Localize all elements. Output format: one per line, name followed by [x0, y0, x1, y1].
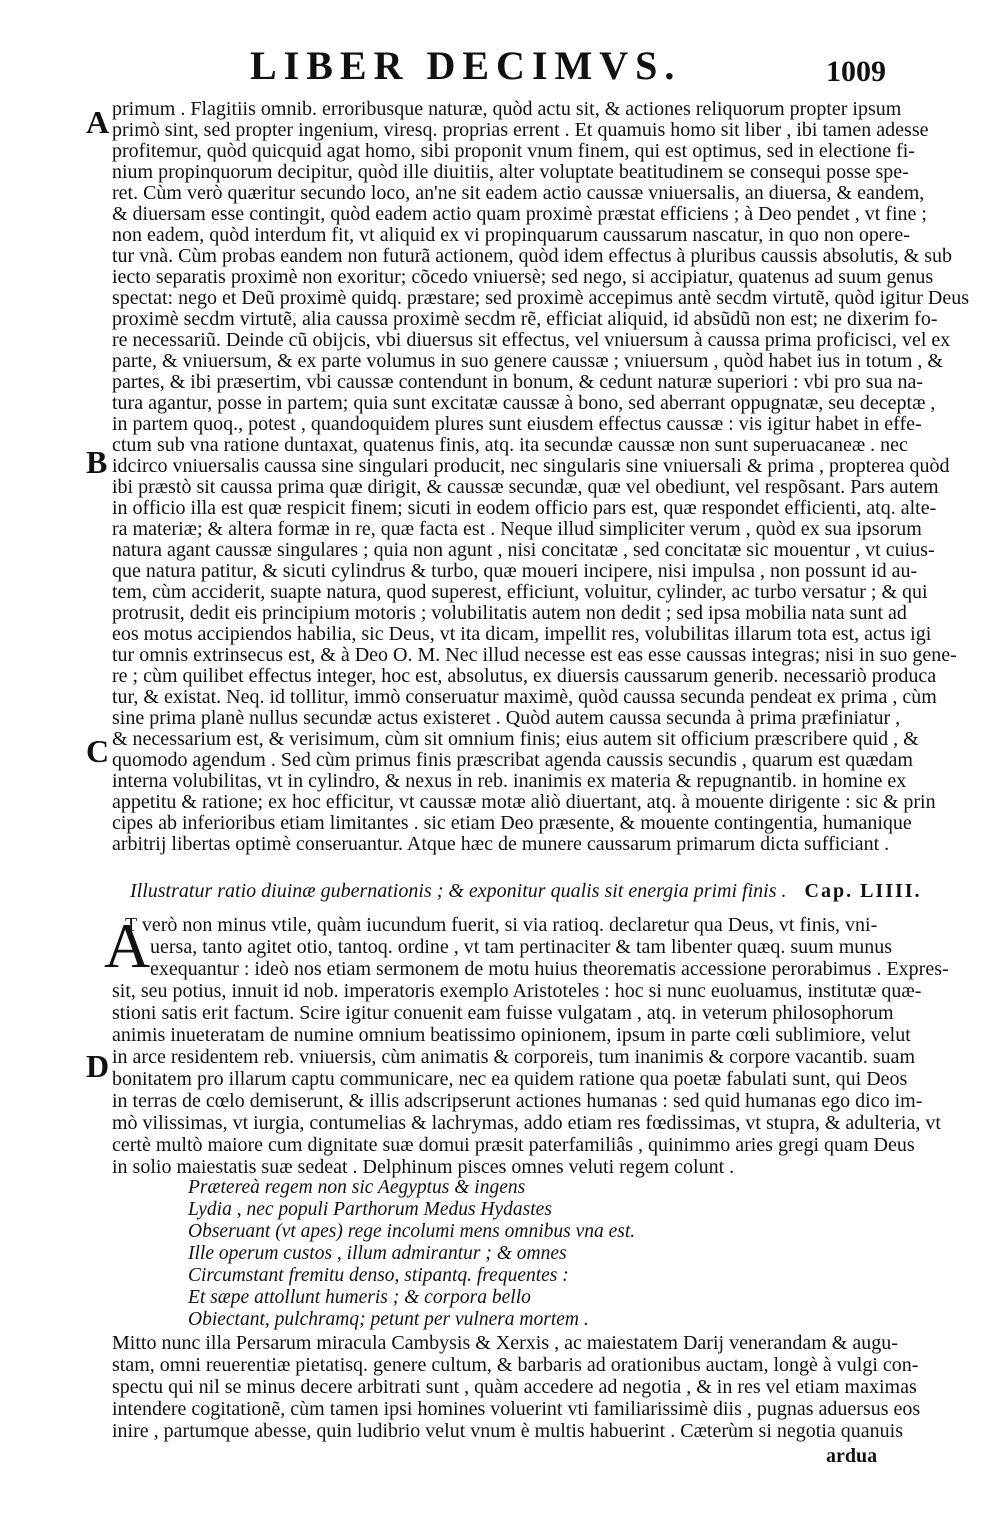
- text-line: eos motus accipiendos habilia, sic Deus, vt ita dicam, impellit res, volubilitas illarum tota est, actus igi: [112, 623, 932, 645]
- text-line: iecto separatis proximè non exoritur; cõcedo vniuersè; sed nego, si accipiatur, quatenus ad suum genus: [112, 266, 934, 288]
- text-line: certè multò maiore cum dignitate suæ domui præsit paterfamiliâs , quinimmo aries gregi quam Deus: [112, 1134, 915, 1156]
- verse-line: Lydia , nec populi Parthorum Medus Hydastes: [188, 1199, 552, 1220]
- text-line: & diuersam esse contingit, quòd eadem actio quam proximè præstat efficiens ; à Deo pendet , vt fine ;: [112, 203, 927, 225]
- text-line: in officio illa est quæ respicit finem; sicuti in eodem officio pars est, quæ respondet efficienti, atq. alte-: [112, 497, 937, 519]
- text-line: sine prima planè nullus secundæ actus existeret . Quòd autem caussa secunda à prima præfiniatur ,: [112, 707, 901, 729]
- text-line: tur omnis extrinsecus est, & à Deo O. M. Nec illud necesse est eas esse caussas integras; nisi in suo gene-: [112, 644, 957, 666]
- margin-letter-d: D: [86, 1048, 110, 1084]
- text-line: re ; cùm quilibet effectus integer, hoc est, absolutus, ex diuersis caussarum generib. necessariò produca: [112, 665, 937, 687]
- text-line: partes, & ibi præsertim, vbi caussæ contendunt in bonum, & cedunt naturæ superiori : vbi pro sua na-: [112, 371, 923, 393]
- text-line: parte, & vniuersum, & ex parte volumus in suo genere caussæ ; vniuersum , quòd habet ius in totum , &: [112, 350, 943, 372]
- verse-line: Circumstant fremitu denso, stipantq. frequentes :: [188, 1265, 569, 1286]
- chapter-heading-text: Illustratur ratio diuinæ gubernationis ; & exponitur qualis sit energia primi finis .: [130, 880, 787, 902]
- text-line: tem, cùm acciderit, suapte natura, quod superest, efficiunt, voluitur, cylinder, ac turbo versatur ; & qui: [112, 581, 928, 603]
- text-line: primò sint, sed propter ingenium, viresq. proprias errent . Et quamuis homo sit liber , ibi tamen adesse: [112, 119, 929, 141]
- text-line: quomodo agendum . Sed cùm primus finis præscribat agenda caussis secundis , quarum est quædam: [112, 749, 913, 771]
- text-line: stam, omni reuerentiæ pietatisq. genere cultum, & barbaris ad orationibus auctam, longè à vulgi con-: [112, 1354, 919, 1376]
- text-line: in solio maiestatis suæ sedeat . Delphinum pisces omnes veluti regem colunt .: [112, 1156, 735, 1178]
- text-line: in terras de cœlo demiserunt, & illis adscripserunt actiones humanas : sed quid humanas ego dico im-: [112, 1090, 923, 1112]
- text-line: ret. Cùm verò quæritur secundo loco, an'ne sit eadem actio caussæ vniuersalis, an diuersa, & eandem,: [112, 182, 925, 204]
- text-line: protrusit, dedit eis principium motoris ; volubilitatis autem non dedit ; sed ipsa mobilia nata sunt ad: [112, 602, 907, 624]
- text-line: stioni satis erit factum. Scire igitur conuenit eam fuisse vulgatam , atq. in veterum philosophorum: [112, 1002, 894, 1024]
- text-line: interna volubilitas, vt in cylindro, & nexus in reb. inanimis ex materia & repugnantib. in homine ex: [112, 770, 907, 792]
- chapter-number: Cap. LIIII.: [804, 880, 922, 902]
- text-line: Mitto nunc illa Persarum miracula Cambysis & Xerxis , ac maiestatem Darij venerandam & augu-: [112, 1332, 898, 1354]
- margin-letter-c: C: [86, 733, 110, 769]
- text-line: que natura patitur, & sicuti cylindrus & turbo, quæ moueri incipere, nisi impulsa , non possunt id au-: [112, 560, 918, 582]
- text-line: tur vnà. Cùm probas eandem non futurã actionem, quòd idem effectus à pluribus caussis absolutis, & sub: [112, 245, 953, 267]
- text-line: ra materiæ; & altera formæ in re, quæ facta est . Neque illud simpliciter verum , quòd ex sua ipsorum: [112, 518, 922, 540]
- text-line: animis inueteratam de numine omnium beatissimo opinionem, ipsum in parte cœli sublimiore, velut: [112, 1024, 911, 1046]
- verse-line: Obiectant, pulchramq; petunt per vulnera mortem .: [188, 1309, 589, 1330]
- text-line: proximè secdm virtutẽ, alia caussa proximè secdm rẽ, efficiat aliquid, id absũdũ non est; ne dixerim fo-: [112, 308, 938, 330]
- text-line: in partem quoq., potest , quandoquidem plures sunt eiusdem effectus caussæ : vis igitur habet in effe-: [112, 413, 922, 435]
- verse-line: Prætereà regem non sic Aegyptus & ingens: [188, 1177, 526, 1198]
- text-line: arbitrij libertas optimè conseruantur. Atque hæc de munere caussarum primarum dicta sufficiant .: [112, 833, 890, 855]
- text-line: bonitatem pro illarum captu communicare, nec ea quidem ratione qua poetæ fabulati sunt, qui Deos: [112, 1068, 908, 1090]
- margin-letter-b: B: [86, 444, 108, 480]
- text-line: tura agantur, posse in partem; quia sunt excitatæ caussæ à bono, sed aberrant oppugnatæ, seu deceptæ ,: [112, 392, 936, 414]
- text-line: non eadem, quòd interdum fit, vt aliquid ex vi propinquarum caussarum nascatur, in quo non opere-: [112, 224, 910, 246]
- text-line: idcirco vniuersalis caussa sine singulari producit, nec singularis sine vniuersali & prima , propterea quòd: [112, 455, 950, 477]
- text-line: natura agant caussæ singulares ; quia non agunt , nisi concitatæ , sed concitatæ sic mouentur , vt cuius-: [112, 539, 935, 561]
- chapter-heading: [130, 879, 922, 903]
- verse-line: Et sæpe attollunt humeris ; & corpora bello: [188, 1287, 531, 1308]
- verse-line: Ille operum custos , illum admirantur ; & omnes: [188, 1243, 567, 1264]
- verse-line: Obseruant (vt apes) rege incolumi mens omnibus vna est.: [188, 1221, 636, 1242]
- text-line: mò vilissimas, vt iurgia, contumelias & lachrymas, addo etiam res fœdissimas, vt stupra, & adulteria, vt: [112, 1112, 941, 1134]
- text-line: spectat: nego et Deũ proximè quidq. præstare; sed proximè accepimus antè secdm virtutẽ, quòd igitur Deus: [112, 287, 969, 309]
- text-line: intendere cogitationẽ, cùm tamen ipsi homines voluerint vti familiarissimè diis , pugnas aduersus eos: [112, 1398, 921, 1420]
- text-line: primum . Flagitiis omnib. erroribusque naturæ, quòd actu sit, & actiones reliquorum propter ipsum: [112, 98, 902, 120]
- text-line: profitemur, quòd quicquid agat homo, sibi proponit vnum finem, qui est optimus, sed in electione fi-: [112, 140, 915, 162]
- text-line: cipes ab inferioribus etiam limitantes . sic etiam Deo præsente, & mouente contingentia, humanique: [112, 812, 912, 834]
- text-line: nium propinquorum decipitur, quòd ille diuitiis, alter voluptate beatitudinem se consequi posse spe-: [112, 161, 909, 183]
- text-line: T verò non minus vtile, quàm iucundum fuerit, si via ratioq. declaretur qua Deus, vt finis, vni-: [125, 914, 878, 936]
- drop-cap: A: [104, 910, 151, 981]
- text-line: uersa, tanto agitet otio, tantoq. ordine , vt tam pertinaciter & tam libenter quæq. suum munus: [150, 936, 893, 958]
- margin-letter-a: A: [86, 104, 110, 140]
- text-line: sit, seu potius, innuit id nob. imperatoris exemplo Aristoteles : hoc si nunc euoluamus, institutæ quæ-: [112, 980, 922, 1002]
- text-line: exequantur : ideò nos etiam sermonem de motu huius theorematis accessione perorabimus . Expres-: [150, 958, 949, 980]
- text-line: in arce residentem reb. vniuersis, cùm animatis & corporeis, tum inanimis & corpore vacantib. suam: [112, 1046, 916, 1068]
- catchword: ardua: [826, 1445, 878, 1467]
- text-line: re necessariũ. Deinde cũ obijcis, vbi diuersus sit effectus, vel vniuersum à caussa prima proficisci, vel ex: [112, 329, 951, 351]
- text-line: & necessarium est, & verisimum, cùm sit omnium finis; eius autem sit officium præscribere quid , &: [112, 728, 919, 750]
- text-line: appetitu & ratione; ex hoc efficitur, vt caussæ motæ aliò diuertant, atq. à mouente dirigente : sic & prin: [112, 791, 936, 813]
- text-line: inire , partumque abesse, quin ludibrio velut vnum è multis habuerint . Cæterùm si negotia quanuis: [112, 1420, 903, 1442]
- text-line: ctum sub vna ratione duntaxat, quatenus finis, atq. ita secundæ caussæ non sunt superuacaneæ . nec: [112, 434, 908, 456]
- running-title: LIBER DECIMVS.: [250, 43, 682, 88]
- text-line: ibi præstò sit caussa prima quæ dirigit, & caussæ secundæ, quæ vel obediunt, vel respõsant. Pars autem: [112, 476, 939, 498]
- page-number: 1009: [826, 55, 886, 88]
- text-line: spectu qui nil se minus decere arbitrati sunt , quàm accedere ad negotia , & in res vel etiam maximas: [112, 1376, 917, 1398]
- text-line: tur, & existat. Neq. id tollitur, immò conseruatur maximè, quòd caussa secunda pendeat ex prima , cùm: [112, 686, 937, 708]
